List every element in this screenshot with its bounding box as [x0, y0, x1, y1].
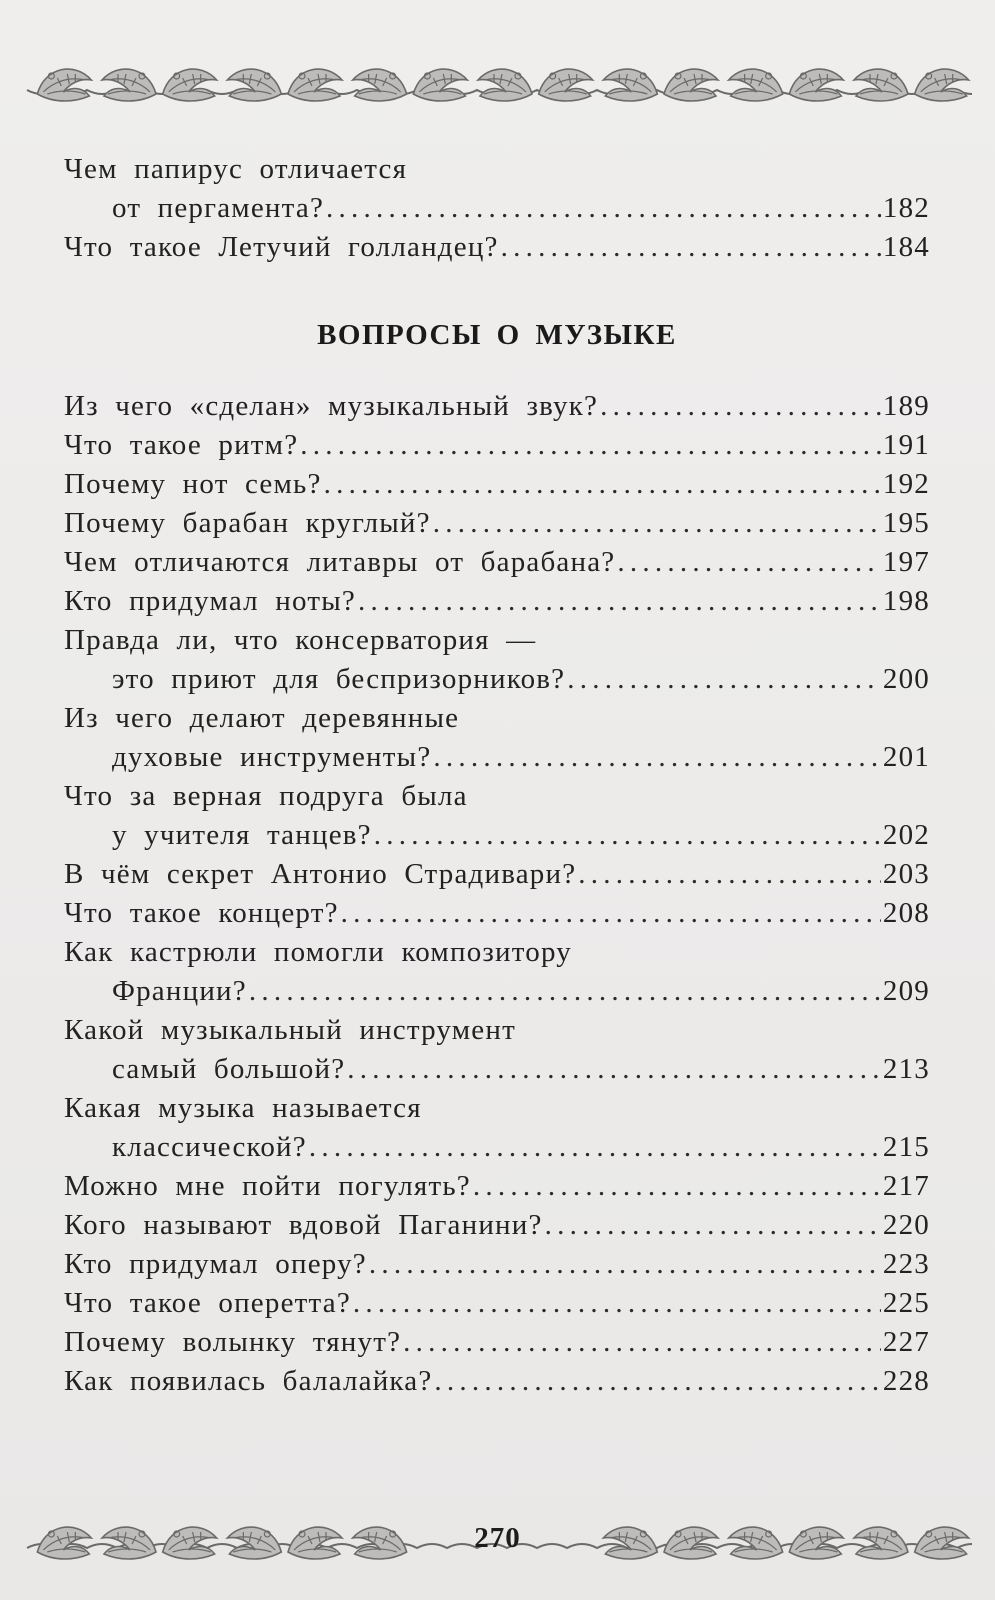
toc-entry-line: [64, 972, 930, 1011]
dot-leader: [326, 189, 881, 228]
toc-entry-title: Какой музыкальный инструмент: [64, 1014, 516, 1046]
toc-entry-title: от пергамента?: [112, 192, 325, 224]
toc-entry: [64, 855, 930, 894]
toc-entry-line: [64, 1206, 930, 1245]
toc-group-music-questions: [64, 387, 930, 1401]
toc-entry-title: Что за верная подруга была: [64, 780, 468, 812]
toc-entry-line: [64, 465, 930, 504]
toc-entry: [64, 894, 930, 933]
toc-entry-line: [64, 543, 930, 582]
toc-entry-line: [64, 816, 930, 855]
toc-entry-line: [64, 504, 930, 543]
dot-leader: [600, 387, 881, 426]
toc-entry-title: Что такое Летучий голландец?: [64, 231, 499, 263]
toc-entry: [64, 387, 930, 426]
toc-entry-page: 209: [882, 975, 930, 1007]
toc-entry-page: 195: [882, 507, 930, 539]
toc-entry: [64, 1167, 930, 1206]
toc-entry-title: Из чего «сделан» музыкальный звук?: [64, 390, 599, 422]
toc-entry: [64, 777, 930, 855]
leaf-icon: [915, 69, 969, 101]
toc-entry-page: 198: [882, 585, 930, 617]
toc-entry: [64, 426, 930, 465]
toc-entry-title: Кто придумал ноты?: [64, 585, 356, 617]
toc-entry-line: [64, 1089, 930, 1128]
leaf-icon: [789, 69, 843, 101]
toc-entry-title: Почему барабан круглый?: [64, 507, 431, 539]
toc-entry-page: 213: [882, 1053, 930, 1085]
dot-leader: [545, 1206, 881, 1245]
toc-entry-title: Что такое ритм?: [64, 429, 299, 461]
toc-entry-line: [64, 1011, 930, 1050]
toc-group-previous-section: [64, 150, 930, 267]
toc-entry: [64, 465, 930, 504]
toc-entry-title: Можно мне пойти погулять?: [64, 1170, 471, 1202]
toc-entry-title: это приют для беспризорников?: [112, 663, 566, 695]
toc-entry-line: [64, 894, 930, 933]
dot-leader: [433, 738, 880, 777]
page-number: 270: [474, 1522, 521, 1554]
toc-entry-page: 192: [882, 468, 930, 500]
dot-leader: [341, 894, 881, 933]
leaf-icon: [227, 69, 281, 101]
toc-entry-page: 228: [882, 1365, 930, 1397]
toc-entry-line: [64, 1284, 930, 1323]
toc-entry-line: [64, 426, 930, 465]
dot-leader: [567, 660, 881, 699]
toc-entry-title: Чем отличаются литавры от барабана?: [64, 546, 616, 578]
toc-entry-line: [64, 150, 930, 189]
dot-leader: [578, 855, 881, 894]
table-of-contents: [64, 150, 930, 1401]
toc-entry-line: [64, 228, 930, 267]
toc-entry-line: [64, 1050, 930, 1089]
toc-entry: [64, 582, 930, 621]
dot-leader: [403, 1323, 881, 1362]
toc-entry-line: [64, 660, 930, 699]
toc-entry-line: [64, 621, 930, 660]
toc-entry: [64, 1362, 930, 1401]
dot-leader: [347, 1050, 881, 1089]
toc-entry: [64, 1206, 930, 1245]
dot-leader: [434, 1362, 880, 1401]
toc-entry-page: 225: [882, 1287, 930, 1319]
toc-entry-page: 223: [882, 1248, 930, 1280]
toc-entry: [64, 1089, 930, 1167]
toc-entry-title: Что такое концерт?: [64, 897, 339, 929]
toc-entry-title: В чём секрет Антонио Страдивари?: [64, 858, 577, 890]
toc-entry-page: 227: [882, 1326, 930, 1358]
toc-entry-page: 202: [882, 819, 930, 851]
dot-leader: [433, 504, 881, 543]
dot-leader: [300, 426, 881, 465]
toc-entry-line: [64, 1323, 930, 1362]
toc-entry-line: [64, 387, 930, 426]
toc-entry-title: Кто придумал оперу?: [64, 1248, 367, 1280]
leaf-icon: [413, 69, 467, 101]
toc-entry-line: [64, 1362, 930, 1401]
toc-entry-line: [64, 699, 930, 738]
toc-entry-title: Франции?: [112, 975, 247, 1007]
toc-entry: [64, 504, 930, 543]
toc-entry: [64, 933, 930, 1011]
toc-entry-title: самый большой?: [112, 1053, 346, 1085]
toc-entry-page: 189: [882, 390, 930, 422]
leaf-icon: [353, 69, 407, 101]
leaf-icon: [37, 69, 91, 101]
toc-entry-page: 182: [882, 192, 930, 224]
toc-entry-line: [64, 1245, 930, 1284]
leaf-icon: [664, 69, 718, 101]
leaf-ornament-group: [27, 69, 972, 101]
toc-entry-title: Чем папирус отличается: [64, 153, 408, 185]
toc-entry-line: [64, 189, 930, 228]
toc-entry: [64, 621, 930, 699]
toc-entry-title: духовые инструменты?: [112, 741, 432, 773]
leaf-icon: [729, 69, 783, 101]
toc-entry-page: 208: [882, 897, 930, 929]
leaf-icon: [603, 69, 657, 101]
toc-entry-title: Правда ли, что консерватория —: [64, 624, 537, 656]
dot-leader: [309, 1128, 881, 1167]
dot-leader: [358, 582, 881, 621]
toc-entry-line: [64, 855, 930, 894]
toc-entry-title: классической?: [112, 1131, 307, 1163]
dot-leader: [249, 972, 881, 1011]
top-leaf-ornament-icon: [22, 52, 972, 122]
dot-leader: [617, 543, 881, 582]
dot-leader: [501, 228, 881, 267]
toc-entry: [64, 150, 930, 228]
toc-entry-title: Почему нот семь?: [64, 468, 322, 500]
toc-entry-line: [64, 777, 930, 816]
toc-entry-page: 203: [882, 858, 930, 890]
leaf-icon: [854, 69, 908, 101]
toc-entry-page: 197: [882, 546, 930, 578]
toc-entry: [64, 228, 930, 267]
leaf-icon: [288, 69, 342, 101]
dot-leader: [374, 816, 881, 855]
toc-entry-line: [64, 1128, 930, 1167]
toc-entry-line: [64, 1167, 930, 1206]
toc-entry-page: 184: [882, 231, 930, 263]
leaf-icon: [102, 69, 156, 101]
leaf-icon: [163, 69, 217, 101]
toc-entry-page: 220: [882, 1209, 930, 1241]
toc-entry-title: у учителя танцев?: [112, 819, 372, 851]
dot-leader: [324, 465, 881, 504]
toc-entry-page: 217: [882, 1170, 930, 1202]
toc-entry-line: [64, 738, 930, 777]
toc-entry-title: Как появилась балалайка?: [64, 1365, 433, 1397]
toc-entry-title: Какая музыка называется: [64, 1092, 422, 1124]
leaf-icon: [539, 69, 593, 101]
toc-entry: [64, 1284, 930, 1323]
toc-entry-page: 191: [882, 429, 930, 461]
toc-entry: [64, 1245, 930, 1284]
toc-entry-page: 201: [882, 741, 930, 773]
leaf-icon: [478, 69, 532, 101]
toc-entry-page: 200: [882, 663, 930, 695]
dot-leader: [369, 1245, 881, 1284]
toc-entry-page: 215: [882, 1131, 930, 1163]
toc-entry-line: [64, 933, 930, 972]
toc-entry-title: Как кастрюли помогли композитору: [64, 936, 572, 968]
toc-entry: [64, 699, 930, 777]
toc-entry: [64, 543, 930, 582]
toc-entry: [64, 1323, 930, 1362]
dot-leader: [353, 1284, 881, 1323]
dot-leader: [473, 1167, 881, 1206]
toc-entry-title: Что такое оперетта?: [64, 1287, 351, 1319]
toc-entry: [64, 1011, 930, 1089]
toc-entry-line: [64, 582, 930, 621]
toc-entry-title: Кого называют вдовой Паганини?: [64, 1209, 543, 1241]
toc-entry-title: Почему волынку тянут?: [64, 1326, 402, 1358]
section-heading: ВОПРОСЫ О МУЗЫКЕ: [317, 319, 677, 351]
toc-entry-title: Из чего делают деревянные: [64, 702, 460, 734]
